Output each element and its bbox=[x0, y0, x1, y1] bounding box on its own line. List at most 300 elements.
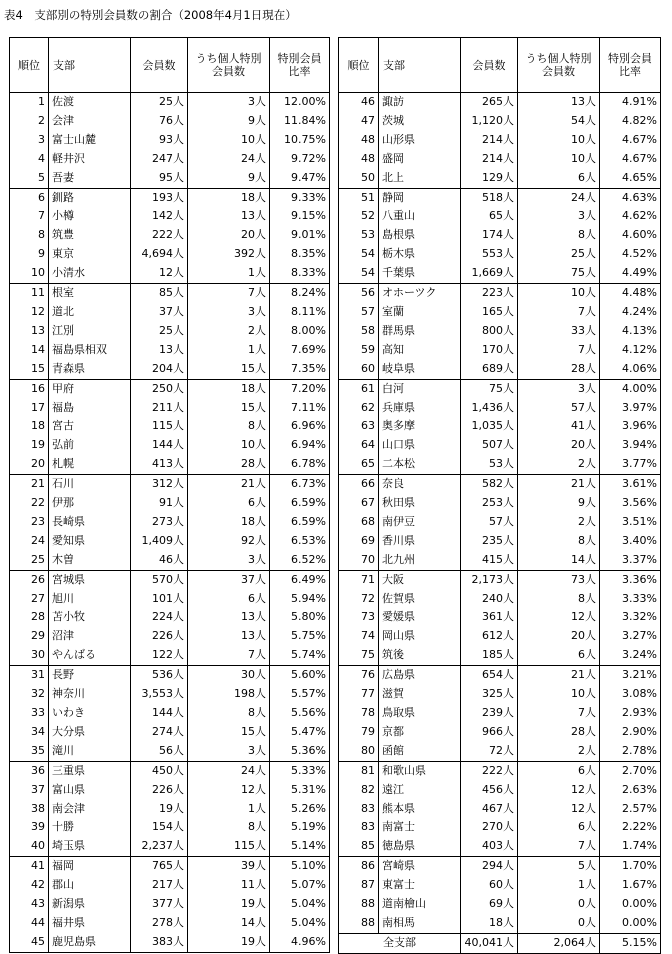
table-row bbox=[10, 590, 330, 609]
rank-cell: 22 bbox=[10, 494, 49, 513]
branch-cell: 南富士 bbox=[379, 818, 461, 837]
table-row bbox=[10, 93, 330, 112]
members-cell: 25人 bbox=[131, 93, 188, 112]
ratio-cell: 2.70% bbox=[600, 761, 661, 780]
rank-cell: 29 bbox=[10, 627, 49, 646]
members-cell: 361人 bbox=[461, 608, 518, 627]
rank-cell: 10 bbox=[10, 264, 49, 283]
members-cell: 91人 bbox=[131, 494, 188, 513]
left-table bbox=[9, 37, 330, 953]
rank-cell: 43 bbox=[10, 895, 49, 914]
members-cell: 75人 bbox=[461, 379, 518, 398]
special-cell: 2人 bbox=[518, 513, 600, 532]
ratio-cell: 6.59% bbox=[270, 513, 330, 532]
table-row bbox=[10, 417, 330, 436]
ratio-cell: 3.21% bbox=[600, 666, 661, 685]
table-row bbox=[10, 399, 330, 418]
special-cell: 6人 bbox=[518, 818, 600, 837]
branch-cell: 栃木県 bbox=[379, 245, 461, 264]
members-cell: 765人 bbox=[131, 857, 188, 876]
special-cell: 6人 bbox=[188, 590, 270, 609]
ratio-cell: 3.97% bbox=[600, 399, 661, 418]
members-cell: 273人 bbox=[131, 513, 188, 532]
members-cell: 222人 bbox=[461, 761, 518, 780]
rank-cell: 83 bbox=[339, 818, 379, 837]
special-cell: 28人 bbox=[518, 723, 600, 742]
table-row bbox=[339, 914, 661, 933]
table-row bbox=[10, 245, 330, 264]
members-cell: 966人 bbox=[461, 723, 518, 742]
members-cell: 235人 bbox=[461, 532, 518, 551]
members-cell: 2,173人 bbox=[461, 570, 518, 589]
branch-cell: 富山県 bbox=[49, 781, 131, 800]
table-row bbox=[339, 590, 661, 609]
members-cell: 25人 bbox=[131, 322, 188, 341]
table-row bbox=[339, 188, 661, 207]
rank-cell: 37 bbox=[10, 781, 49, 800]
special-cell: 33人 bbox=[518, 322, 600, 341]
branch-cell: 遠江 bbox=[379, 781, 461, 800]
members-cell: 122人 bbox=[131, 646, 188, 665]
ratio-cell: 3.37% bbox=[600, 551, 661, 570]
table-row bbox=[10, 570, 330, 589]
table-row bbox=[339, 818, 661, 837]
table-row bbox=[339, 131, 661, 150]
special-cell: 18人 bbox=[188, 513, 270, 532]
table-row bbox=[339, 399, 661, 418]
special-cell: 13人 bbox=[518, 93, 600, 112]
table-row bbox=[339, 837, 661, 856]
members-cell: 1,669人 bbox=[461, 264, 518, 283]
ratio-cell: 8.35% bbox=[270, 245, 330, 264]
rank-cell: 47 bbox=[339, 112, 379, 131]
ratio-cell: 9.47% bbox=[270, 169, 330, 188]
ratio-cell: 4.48% bbox=[600, 284, 661, 303]
members-cell: 278人 bbox=[131, 914, 188, 933]
members-cell: 240人 bbox=[461, 590, 518, 609]
rank-cell: 20 bbox=[10, 455, 49, 474]
table-row bbox=[10, 627, 330, 646]
ratio-cell: 3.33% bbox=[600, 590, 661, 609]
table-row bbox=[10, 532, 330, 551]
special-cell: 8人 bbox=[188, 818, 270, 837]
table-row bbox=[339, 93, 661, 112]
table-row bbox=[10, 455, 330, 474]
rank-cell: 36 bbox=[10, 761, 49, 780]
rank-cell: 88 bbox=[339, 914, 379, 933]
special-cell: 12人 bbox=[188, 781, 270, 800]
special-cell: 3人 bbox=[188, 93, 270, 112]
ratio-cell: 4.67% bbox=[600, 131, 661, 150]
table-row bbox=[10, 666, 330, 685]
members-cell: 65人 bbox=[461, 207, 518, 226]
rank-cell: 75 bbox=[339, 646, 379, 665]
table-row bbox=[339, 322, 661, 341]
branch-cell: 宮城県 bbox=[49, 570, 131, 589]
special-cell: 10人 bbox=[188, 436, 270, 455]
branch-cell: 新潟県 bbox=[49, 895, 131, 914]
table-row bbox=[339, 226, 661, 245]
members-cell: 467人 bbox=[461, 800, 518, 819]
special-cell: 7人 bbox=[188, 646, 270, 665]
table-row bbox=[339, 513, 661, 532]
members-cell: 144人 bbox=[131, 704, 188, 723]
special-cell: 7人 bbox=[518, 303, 600, 322]
table-row bbox=[339, 570, 661, 589]
special-cell: 14人 bbox=[188, 914, 270, 933]
branch-cell: 木曽 bbox=[49, 551, 131, 570]
ratio-cell: 5.14% bbox=[270, 837, 330, 856]
branch-cell: 佐賀県 bbox=[379, 590, 461, 609]
members-cell: 1,409人 bbox=[131, 532, 188, 551]
branch-cell: 群馬県 bbox=[379, 322, 461, 341]
table-row bbox=[10, 284, 330, 303]
branch-cell: 吾妻 bbox=[49, 169, 131, 188]
branch-cell: 北上 bbox=[379, 169, 461, 188]
rank-cell: 48 bbox=[339, 150, 379, 169]
table-row bbox=[10, 131, 330, 150]
branch-cell: 東富士 bbox=[379, 876, 461, 895]
ratio-cell: 8.11% bbox=[270, 303, 330, 322]
rank-cell: 45 bbox=[10, 933, 49, 952]
ratio-cell: 3.24% bbox=[600, 646, 661, 665]
special-cell: 19人 bbox=[188, 933, 270, 952]
branch-cell: 福島 bbox=[49, 399, 131, 418]
branch-cell: 福岡 bbox=[49, 857, 131, 876]
table-row bbox=[10, 188, 330, 207]
ratio-cell: 6.94% bbox=[270, 436, 330, 455]
members-cell: 413人 bbox=[131, 455, 188, 474]
rank-cell: 11 bbox=[10, 284, 49, 303]
special-cell: 15人 bbox=[188, 360, 270, 379]
table-row bbox=[339, 685, 661, 704]
rank-cell: 4 bbox=[10, 150, 49, 169]
header-ratio: 特別会員 比率 bbox=[600, 38, 661, 93]
rank-cell: 57 bbox=[339, 303, 379, 322]
special-cell: 9人 bbox=[188, 169, 270, 188]
table-row bbox=[339, 303, 661, 322]
rank-cell: 3 bbox=[10, 131, 49, 150]
branch-cell: 白河 bbox=[379, 379, 461, 398]
special-cell: 10人 bbox=[518, 150, 600, 169]
ratio-cell: 4.24% bbox=[600, 303, 661, 322]
special-cell: 18人 bbox=[188, 188, 270, 207]
ratio-cell: 6.59% bbox=[270, 494, 330, 513]
branch-cell: 十勝 bbox=[49, 818, 131, 837]
rank-cell: 31 bbox=[10, 666, 49, 685]
total-special: 2,064人 bbox=[518, 933, 600, 953]
members-cell: 536人 bbox=[131, 666, 188, 685]
branch-cell: 静岡 bbox=[379, 188, 461, 207]
ratio-cell: 3.08% bbox=[600, 685, 661, 704]
header-row bbox=[339, 38, 661, 93]
members-cell: 37人 bbox=[131, 303, 188, 322]
members-cell: 582人 bbox=[461, 475, 518, 494]
table-row bbox=[339, 341, 661, 360]
rank-cell: 28 bbox=[10, 608, 49, 627]
branch-cell: 滋賀 bbox=[379, 685, 461, 704]
rank-cell: 6 bbox=[10, 188, 49, 207]
table-row bbox=[10, 494, 330, 513]
special-cell: 3人 bbox=[188, 742, 270, 761]
header-rank: 順位 bbox=[339, 38, 379, 93]
special-cell: 6人 bbox=[188, 494, 270, 513]
ratio-cell: 9.01% bbox=[270, 226, 330, 245]
members-cell: 325人 bbox=[461, 685, 518, 704]
members-cell: 1,120人 bbox=[461, 112, 518, 131]
special-cell: 0人 bbox=[518, 895, 600, 914]
table-row bbox=[10, 608, 330, 627]
ratio-cell: 11.84% bbox=[270, 112, 330, 131]
members-cell: 154人 bbox=[131, 818, 188, 837]
special-cell: 57人 bbox=[518, 399, 600, 418]
rank-cell: 63 bbox=[339, 417, 379, 436]
table-row bbox=[10, 207, 330, 226]
special-cell: 15人 bbox=[188, 723, 270, 742]
special-cell: 3人 bbox=[188, 303, 270, 322]
rank-cell: 17 bbox=[10, 399, 49, 418]
rank-cell: 16 bbox=[10, 379, 49, 398]
branch-cell: 長崎県 bbox=[49, 513, 131, 532]
table-row bbox=[339, 857, 661, 876]
members-cell: 93人 bbox=[131, 131, 188, 150]
special-cell: 24人 bbox=[518, 188, 600, 207]
special-cell: 13人 bbox=[188, 608, 270, 627]
header-special: うち個人特別 会員数 bbox=[188, 38, 270, 93]
branch-cell: 和歌山県 bbox=[379, 761, 461, 780]
special-cell: 5人 bbox=[518, 857, 600, 876]
table-row bbox=[339, 876, 661, 895]
branch-cell: 南会津 bbox=[49, 800, 131, 819]
special-cell: 2人 bbox=[188, 322, 270, 341]
special-cell: 28人 bbox=[518, 360, 600, 379]
ratio-cell: 8.33% bbox=[270, 264, 330, 283]
branch-cell: 鹿児島県 bbox=[49, 933, 131, 952]
rank-cell: 70 bbox=[339, 551, 379, 570]
special-cell: 14人 bbox=[518, 551, 600, 570]
special-cell: 6人 bbox=[518, 169, 600, 188]
branch-cell: 埼玉県 bbox=[49, 837, 131, 856]
branch-cell: 京都 bbox=[379, 723, 461, 742]
total-ratio: 5.15% bbox=[600, 933, 661, 953]
table-row bbox=[339, 627, 661, 646]
ratio-cell: 3.61% bbox=[600, 475, 661, 494]
rank-cell: 39 bbox=[10, 818, 49, 837]
rank-cell: 2 bbox=[10, 112, 49, 131]
ratio-cell: 5.04% bbox=[270, 895, 330, 914]
special-cell: 198人 bbox=[188, 685, 270, 704]
table-row bbox=[10, 226, 330, 245]
rank-cell: 23 bbox=[10, 513, 49, 532]
members-cell: 518人 bbox=[461, 188, 518, 207]
branch-cell: 青森県 bbox=[49, 360, 131, 379]
branch-cell: 郡山 bbox=[49, 876, 131, 895]
branch-cell: 愛知県 bbox=[49, 532, 131, 551]
rank-cell: 73 bbox=[339, 608, 379, 627]
special-cell: 10人 bbox=[188, 131, 270, 150]
rank-cell: 5 bbox=[10, 169, 49, 188]
rank-cell: 78 bbox=[339, 704, 379, 723]
table-row bbox=[10, 761, 330, 780]
rank-cell: 21 bbox=[10, 475, 49, 494]
members-cell: 456人 bbox=[461, 781, 518, 800]
ratio-cell: 1.74% bbox=[600, 837, 661, 856]
rank-cell: 18 bbox=[10, 417, 49, 436]
rank-cell: 48 bbox=[339, 131, 379, 150]
ratio-cell: 7.11% bbox=[270, 399, 330, 418]
branch-cell: 鳥取県 bbox=[379, 704, 461, 723]
ratio-cell: 4.06% bbox=[600, 360, 661, 379]
table-row bbox=[10, 685, 330, 704]
special-cell: 115人 bbox=[188, 837, 270, 856]
table-row bbox=[339, 646, 661, 665]
table-row bbox=[339, 112, 661, 131]
branch-cell: 弘前 bbox=[49, 436, 131, 455]
branch-cell: 盛岡 bbox=[379, 150, 461, 169]
header-ratio: 特別会員 比率 bbox=[270, 38, 330, 93]
special-cell: 392人 bbox=[188, 245, 270, 264]
rank-cell: 82 bbox=[339, 781, 379, 800]
members-cell: 223人 bbox=[461, 284, 518, 303]
rank-cell: 14 bbox=[10, 341, 49, 360]
branch-cell: 兵庫県 bbox=[379, 399, 461, 418]
table-row bbox=[10, 379, 330, 398]
branch-cell: 岐阜県 bbox=[379, 360, 461, 379]
table-row bbox=[10, 800, 330, 819]
header-rank: 順位 bbox=[10, 38, 49, 93]
rank-cell: 34 bbox=[10, 723, 49, 742]
special-cell: 21人 bbox=[188, 475, 270, 494]
rank-cell: 24 bbox=[10, 532, 49, 551]
rank-cell: 52 bbox=[339, 207, 379, 226]
table-row bbox=[10, 264, 330, 283]
special-cell: 10人 bbox=[518, 131, 600, 150]
members-cell: 612人 bbox=[461, 627, 518, 646]
rank-cell: 33 bbox=[10, 704, 49, 723]
members-cell: 101人 bbox=[131, 590, 188, 609]
special-cell: 6人 bbox=[518, 646, 600, 665]
rank-cell: 60 bbox=[339, 360, 379, 379]
ratio-cell: 3.51% bbox=[600, 513, 661, 532]
members-cell: 2,237人 bbox=[131, 837, 188, 856]
ratio-cell: 7.69% bbox=[270, 341, 330, 360]
branch-cell: 根室 bbox=[49, 284, 131, 303]
table-row bbox=[339, 379, 661, 398]
table-row bbox=[10, 475, 330, 494]
members-cell: 253人 bbox=[461, 494, 518, 513]
ratio-cell: 9.15% bbox=[270, 207, 330, 226]
ratio-cell: 4.91% bbox=[600, 93, 661, 112]
special-cell: 25人 bbox=[518, 245, 600, 264]
table-row bbox=[339, 551, 661, 570]
table-row bbox=[10, 914, 330, 933]
table-row bbox=[339, 895, 661, 914]
branch-cell: 山形県 bbox=[379, 131, 461, 150]
rank-cell: 58 bbox=[339, 322, 379, 341]
ratio-cell: 5.74% bbox=[270, 646, 330, 665]
branch-cell: 宮古 bbox=[49, 417, 131, 436]
header-members: 会員数 bbox=[461, 38, 518, 93]
ratio-cell: 5.36% bbox=[270, 742, 330, 761]
special-cell: 7人 bbox=[518, 341, 600, 360]
rank-cell: 46 bbox=[339, 93, 379, 112]
table-row bbox=[10, 303, 330, 322]
ratio-cell: 8.00% bbox=[270, 322, 330, 341]
ratio-cell: 2.57% bbox=[600, 800, 661, 819]
page-title: 表4 支部別の特別会員数の割合（2008年4月1日現在） bbox=[4, 8, 297, 22]
special-cell: 7人 bbox=[518, 837, 600, 856]
ratio-cell: 5.33% bbox=[270, 761, 330, 780]
special-cell: 9人 bbox=[518, 494, 600, 513]
ratio-cell: 5.19% bbox=[270, 818, 330, 837]
ratio-cell: 4.49% bbox=[600, 264, 661, 283]
special-cell: 20人 bbox=[518, 627, 600, 646]
ratio-cell: 4.82% bbox=[600, 112, 661, 131]
rank-cell: 69 bbox=[339, 532, 379, 551]
special-cell: 41人 bbox=[518, 417, 600, 436]
members-cell: 115人 bbox=[131, 417, 188, 436]
table-row bbox=[10, 704, 330, 723]
rank-cell: 27 bbox=[10, 590, 49, 609]
rank-cell: 40 bbox=[10, 837, 49, 856]
special-cell: 1人 bbox=[188, 800, 270, 819]
special-cell: 7人 bbox=[518, 704, 600, 723]
rank-cell: 65 bbox=[339, 455, 379, 474]
special-cell: 75人 bbox=[518, 264, 600, 283]
ratio-cell: 7.35% bbox=[270, 360, 330, 379]
ratio-cell: 3.32% bbox=[600, 608, 661, 627]
branch-cell: 道南檜山 bbox=[379, 895, 461, 914]
branch-cell: 奈良 bbox=[379, 475, 461, 494]
special-cell: 1人 bbox=[188, 264, 270, 283]
branch-cell: 諏訪 bbox=[379, 93, 461, 112]
members-cell: 12人 bbox=[131, 264, 188, 283]
branch-cell: いわき bbox=[49, 704, 131, 723]
rank-cell: 35 bbox=[10, 742, 49, 761]
total-members: 40,041人 bbox=[461, 933, 518, 953]
ratio-cell: 0.00% bbox=[600, 914, 661, 933]
table-row bbox=[10, 723, 330, 742]
special-cell: 18人 bbox=[188, 379, 270, 398]
branch-cell: 会津 bbox=[49, 112, 131, 131]
members-cell: 60人 bbox=[461, 876, 518, 895]
rank-cell: 25 bbox=[10, 551, 49, 570]
members-cell: 250人 bbox=[131, 379, 188, 398]
special-cell: 1人 bbox=[188, 341, 270, 360]
ratio-cell: 6.52% bbox=[270, 551, 330, 570]
ratio-cell: 12.00% bbox=[270, 93, 330, 112]
table-row bbox=[339, 608, 661, 627]
ratio-cell: 5.07% bbox=[270, 876, 330, 895]
rank-cell: 13 bbox=[10, 322, 49, 341]
branch-cell: 千葉県 bbox=[379, 264, 461, 283]
ratio-cell: 4.65% bbox=[600, 169, 661, 188]
ratio-cell: 2.22% bbox=[600, 818, 661, 837]
rank-cell: 62 bbox=[339, 399, 379, 418]
rank-cell: 44 bbox=[10, 914, 49, 933]
members-cell: 1,035人 bbox=[461, 417, 518, 436]
header-branch: 支部 bbox=[379, 38, 461, 93]
branch-cell: 八重山 bbox=[379, 207, 461, 226]
members-cell: 13人 bbox=[131, 341, 188, 360]
branch-cell: 島根県 bbox=[379, 226, 461, 245]
branch-cell: 小樽 bbox=[49, 207, 131, 226]
special-cell: 11人 bbox=[188, 876, 270, 895]
branch-cell: 小清水 bbox=[49, 264, 131, 283]
rank-cell: 74 bbox=[339, 627, 379, 646]
ratio-cell: 1.70% bbox=[600, 857, 661, 876]
special-cell: 39人 bbox=[188, 857, 270, 876]
